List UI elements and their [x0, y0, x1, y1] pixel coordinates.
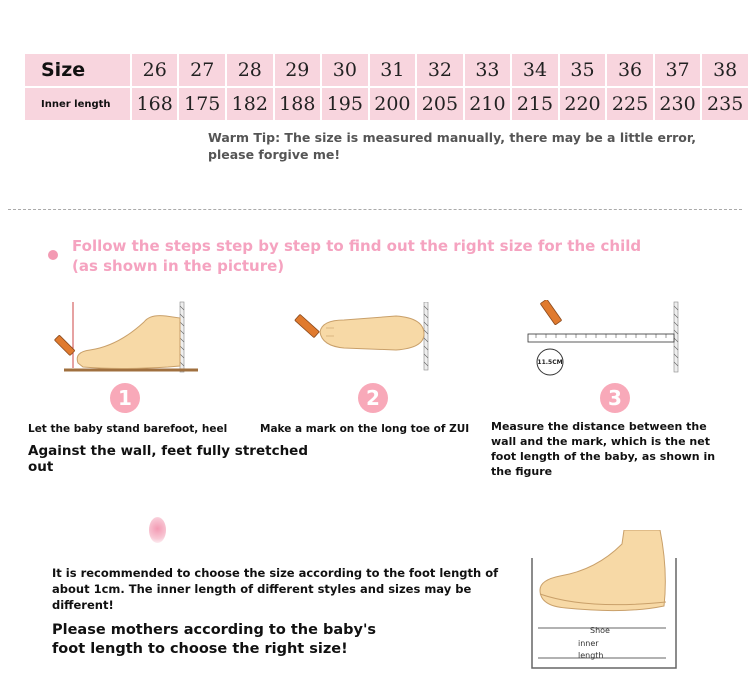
size-cell: 31 — [370, 54, 416, 86]
step-2-illustration — [292, 302, 442, 374]
size-cell: 30 — [322, 54, 368, 86]
length-cell: 175 — [179, 88, 225, 120]
length-cell: 188 — [275, 88, 321, 120]
length-cell: 225 — [607, 88, 653, 120]
length-cell: 220 — [560, 88, 606, 120]
bullet-dot-icon — [48, 250, 58, 260]
size-cell: 32 — [417, 54, 463, 86]
warm-tip: Warm Tip: The size is measured manually, there may be a little error, please forgive me! — [208, 130, 696, 162]
length-row-label: Inner length — [25, 88, 130, 120]
step-1-caption: Let the baby stand barefoot, heel — [28, 423, 228, 435]
instruction-heading: Follow the steps step by step to find out the right size for the child (as shown in the picture) — [72, 237, 642, 275]
step-2-caption: Make a mark on the long toe of ZUI — [260, 423, 470, 435]
shoe-label: Shoe — [590, 626, 610, 635]
recommendation-big: Please mothers according to the baby's foot length to choose the right size! — [52, 622, 377, 657]
shoe-diagram — [526, 530, 694, 670]
length-cell: 195 — [322, 88, 368, 120]
step-1-caption-big: Against the wall, feet fully stretched out — [28, 443, 308, 475]
size-table — [23, 52, 750, 122]
length-label: length — [578, 651, 604, 660]
length-row — [25, 88, 748, 120]
length-cell: 200 — [370, 88, 416, 120]
ruler-reading: 11.5CM — [537, 359, 563, 366]
length-cell: 215 — [512, 88, 558, 120]
size-cell: 29 — [275, 54, 321, 86]
length-cell: 182 — [227, 88, 273, 120]
size-row-label: Size — [25, 54, 130, 86]
size-cell: 27 — [179, 54, 225, 86]
size-cell: 28 — [227, 54, 273, 86]
length-cell: 205 — [417, 88, 463, 120]
size-cell: 37 — [655, 54, 701, 86]
length-cell: 235 — [702, 88, 748, 120]
step-1-badge: 1 — [110, 383, 140, 413]
size-cell: 34 — [512, 54, 558, 86]
length-cell: 168 — [132, 88, 178, 120]
divider — [8, 209, 742, 210]
size-cell: 36 — [607, 54, 653, 86]
length-cell: 230 — [655, 88, 701, 120]
recommendation-text: It is recommended to choose the size according to the foot length of about 1cm. The inner length of different styles and sizes may be different! — [52, 566, 499, 612]
step-3-caption: Measure the distance between the wall and the mark, which is the net foot length of the baby, as shown in the figure — [491, 420, 716, 478]
size-cell: 35 — [560, 54, 606, 86]
size-cell: 26 — [132, 54, 178, 86]
step-3-badge: 3 — [600, 383, 630, 413]
pink-drop-icon — [149, 517, 166, 543]
step-1-illustration — [48, 300, 198, 380]
step-2-badge: 2 — [358, 383, 388, 413]
step-3-illustration — [526, 300, 682, 380]
size-row — [25, 54, 748, 86]
size-cell: 38 — [702, 54, 748, 86]
inner-label: inner — [578, 639, 599, 648]
length-cell: 210 — [465, 88, 511, 120]
size-cell: 33 — [465, 54, 511, 86]
